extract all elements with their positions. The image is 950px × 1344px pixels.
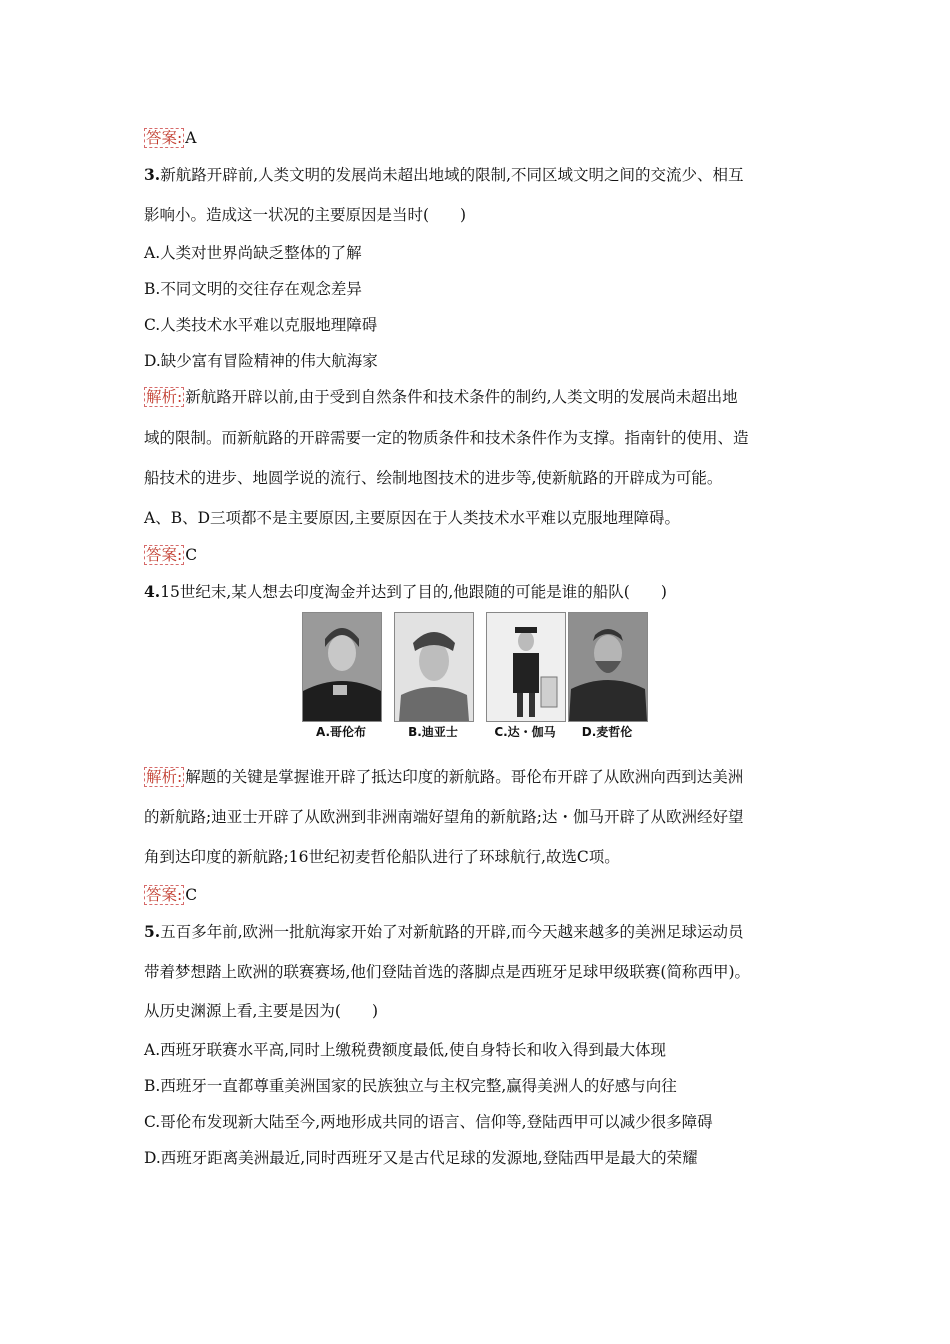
q4-answer — [144, 884, 824, 906]
da-gama-portrait-icon — [487, 613, 565, 721]
portrait-columbus — [302, 612, 382, 722]
portrait-dias — [394, 612, 474, 722]
caption-d: D.麦哲伦 — [581, 725, 633, 739]
q5-option-a: A.西班牙联赛水平高,同时上缴税费额度最低,使自身特长和收入得到最大体现 — [144, 1041, 666, 1059]
q3-stem-line-1: 3.新航路开辟前,人类文明的发展尚未超出地域的限制,不同区域文明之间的交流少、相互 — [144, 165, 744, 184]
analysis-label: 解析: — [146, 388, 183, 406]
q3-answer — [144, 544, 824, 566]
answer-value: C — [185, 886, 198, 904]
q4-stem: 4.15世纪末,某人想去印度淘金并达到了目的,他跟随的可能是谁的船队( ) — [144, 582, 667, 601]
answer-label: 答案: — [146, 129, 183, 147]
navigator-portraits-figure — [302, 612, 648, 744]
q4-analysis-line-2: 的新航路;迪亚士开辟了从欧洲到非洲南端好望角的新航路;达・伽马开辟了从欧洲经好望 — [144, 808, 744, 826]
q5-option-b: B.西班牙一直都尊重美洲国家的民族独立与主权完整,赢得美洲人的好感与向往 — [144, 1077, 677, 1095]
question-number: 5. — [144, 922, 161, 941]
caption-c: C.达・伽马 — [494, 725, 556, 739]
q3-analysis-line-4: A、B、D三项都不是主要原因,主要原因在于人类技术水平难以克服地理障碍。 — [144, 509, 680, 527]
answer-value: A — [185, 129, 197, 147]
q5-stem-line-2: 带着梦想踏上欧洲的联赛赛场,他们登陆首选的落脚点是西班牙足球甲级联赛(简称西甲)。 — [144, 963, 751, 981]
answer-label: 答案: — [146, 546, 183, 564]
q5-stem-line-3: 从历史渊源上看,主要是因为( ) — [144, 1002, 379, 1020]
question-number: 4. — [144, 582, 161, 601]
q3-analysis-line-2: 域的限制。而新航路的开辟需要一定的物质条件和技术条件作为支撑。指南针的使用、造 — [144, 429, 749, 447]
q3-option-b: B.不同文明的交往存在观念差异 — [144, 280, 362, 298]
caption-a: A.哥伦布 — [315, 725, 367, 739]
q5-stem-line-1: 5.五百多年前,欧洲一批航海家开始了对新航路的开辟,而今天越来越多的美洲足球运动员 — [144, 922, 744, 941]
q2-answer — [144, 127, 824, 149]
dias-portrait-icon — [395, 613, 473, 721]
portrait-magellan — [568, 612, 648, 722]
q4-analysis-line-1: 解析: 解题的关键是掌握谁开辟了抵达印度的新航路。哥伦布开辟了从欧洲向西到达美洲 — [146, 768, 744, 786]
q3-stem-line-2: 影响小。造成这一状况的主要原因是当时( ) — [144, 206, 467, 224]
magellan-portrait-icon — [569, 613, 647, 721]
q3-analysis-line-1: 解析: 新航路开辟以前,由于受到自然条件和技术条件的制约,人类文明的发展尚未超出地 — [146, 388, 738, 406]
portrait-da-gama — [486, 612, 566, 722]
question-number: 3. — [144, 165, 161, 184]
q3-option-a: A.人类对世界尚缺乏整体的了解 — [144, 244, 362, 262]
q3-option-c: C.人类技术水平难以克服地理障碍 — [144, 316, 378, 334]
q5-option-d: D.西班牙距离美洲最近,同时西班牙又是古代足球的发源地,登陆西甲是最大的荣耀 — [144, 1149, 698, 1167]
caption-b: B.迪亚士 — [408, 725, 458, 739]
q5-option-c: C.哥伦布发现新大陆至今,两地形成共同的语言、信仰等,登陆西甲可以减少很多障碍 — [144, 1113, 713, 1131]
q3-analysis-line-3: 船技术的进步、地圆学说的流行、绘制地图技术的进步等,使新航路的开辟成为可能。 — [144, 469, 723, 487]
columbus-portrait-icon — [303, 613, 381, 721]
answer-label: 答案: — [146, 886, 183, 904]
q4-analysis-line-3: 角到达印度的新航路;16世纪初麦哲伦船队进行了环球航行,故选C项。 — [144, 848, 620, 866]
answer-value: C — [185, 546, 198, 564]
q3-option-d: D.缺少富有冒险精神的伟大航海家 — [144, 352, 378, 370]
analysis-label: 解析: — [146, 768, 183, 786]
